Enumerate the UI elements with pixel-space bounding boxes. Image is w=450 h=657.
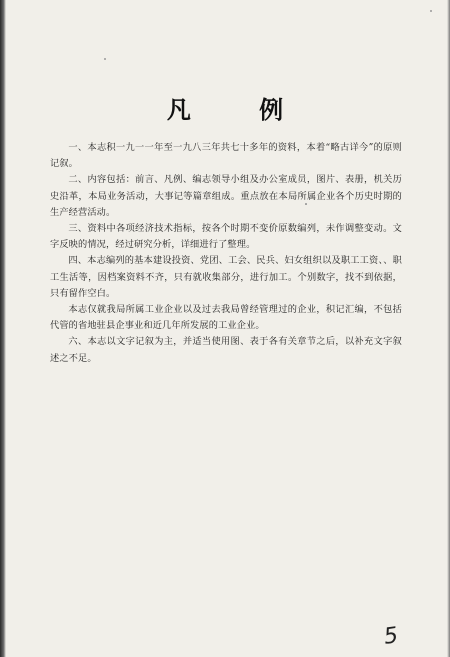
scan-speck — [305, 203, 307, 205]
paragraph-5: 本志仅就我局所属工业企业以及过去我局曾经管理过的企业，积记汇编，不包括代管的省地驻县企事业和近几年所发展的工业企业。 — [50, 304, 402, 332]
paragraph-1: 一、本志积一九一一年至一九八三年共七十多年的资料，本着“略古详今”的原则记叙。 — [50, 142, 402, 170]
paragraph-3: 三、资料中各项经济技术指标，按各个时期不变价原数编列，未作调整变动。文字反映的情况，经过研究分析，详细进行了整理。 — [50, 223, 402, 251]
page-title: 凡 例 — [166, 95, 314, 124]
page-number: 5 — [382, 623, 400, 650]
scan-speck — [104, 58, 106, 60]
body-text — [50, 140, 402, 367]
paragraph-6: 六、本志以文字记叙为主，并适当使用图、表于各有关章节之后，以补充文字叙述之不足。 — [50, 336, 402, 364]
scan-speck — [430, 10, 432, 12]
paragraph-2: 二、内容包括：前言、凡例、编志领导小组及办公室成员，图片、表册，机关历史沿革，本局业务活动，大事记等篇章组成。重点放在本局所属企业各个历史时期的生产经营活动。 — [50, 174, 402, 218]
paragraph-4: 四、本志编列的基本建设投资、党团、工会、民兵、妇女组织以及职工工资、、职工生活等，因档案资料不齐，只有就收集部分，进行加工。个别数字，找不到依据，只有留作空白。 — [50, 255, 402, 299]
